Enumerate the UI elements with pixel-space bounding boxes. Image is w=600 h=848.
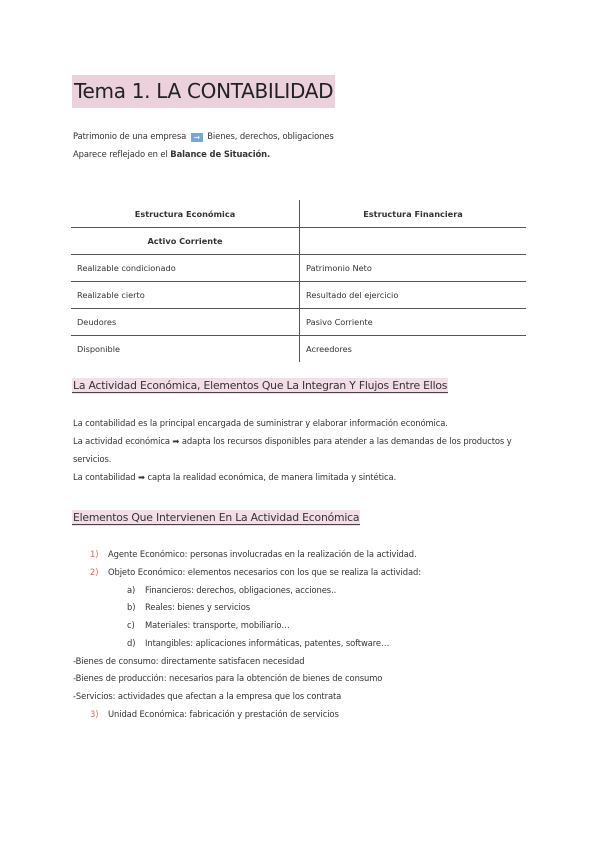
table-row [71, 255, 526, 282]
list-item [90, 709, 339, 719]
sub-list-text: Materiales: transporte, mobiliario… [145, 620, 290, 630]
table-header-financiera: Estructura Financiera [300, 200, 527, 228]
sub-list-text: Intangibles: aplicaciones informáticas, patentes, software… [145, 638, 390, 648]
table-subheader-row [71, 228, 526, 255]
page-title: Tema 1. LA CONTABILIDAD [72, 75, 335, 108]
sub-list-text: Financieros: derechos, obligaciones, acciones.. [145, 585, 337, 595]
paragraph-line: La actividad económica ➡ adapta los recursos disponibles para atender a las demandas de los productos y [73, 436, 512, 446]
sub-list-item [127, 620, 290, 630]
list-number: 1) [90, 549, 99, 559]
table-cell: Acreedores [306, 344, 352, 354]
table-row [71, 282, 526, 309]
table-cell: Realizable cierto [71, 282, 300, 309]
table-cell: Pasivo Corriente [300, 309, 527, 336]
section-heading-elementos: Elementos Que Intervienen En La Actividad Económica [73, 511, 360, 524]
list-number: 2) [90, 567, 99, 577]
table-header-economica: Estructura Económica [71, 200, 300, 228]
sub-list-letter: a) [127, 585, 136, 595]
sub-list-letter: c) [127, 620, 135, 630]
list-item [90, 567, 421, 577]
paragraph-line: La contabilidad ➡ capta la realidad económica, de manera limitada y sintética. [73, 472, 397, 482]
dash-item: -Bienes de producción: necesarios para la obtención de bienes de consumo [73, 673, 383, 683]
table-cell: Realizable condicionado [71, 255, 300, 282]
table-cell: Disponible [71, 336, 300, 363]
table-cell [300, 228, 527, 255]
list-item-text: Agente Económico: personas involucradas en la realización de la actividad. [108, 549, 417, 559]
table-row [71, 309, 526, 336]
list-item-text: Objeto Económico: elementos necesarios con los que se realiza la actividad: [108, 567, 421, 577]
table-header-row [71, 200, 526, 228]
paragraph-line: servicios. [73, 454, 112, 464]
sub-list-item [127, 638, 389, 648]
dash-item: -Bienes de consumo: directamente satisfacen necesidad [73, 656, 305, 666]
intro-suffix: Bienes, derechos, obligaciones [207, 131, 334, 141]
sub-list-letter: b) [127, 602, 136, 612]
intro-prefix: Patrimonio de una empresa [73, 131, 187, 141]
dash-item: -Servicios: actividades que afectan a la empresa que los contrata [73, 691, 342, 701]
arrow-right-icon: → [191, 133, 203, 142]
sub-list-item [127, 585, 336, 595]
table-cell: Patrimonio Neto [300, 255, 527, 282]
intro-line-2 [73, 149, 270, 159]
list-item-text: Unidad Económica: fabricación y prestación de servicios [108, 709, 339, 719]
table-cell: Deudores [71, 309, 300, 336]
intro-line2-prefix: Aparece reflejado en el [73, 149, 171, 159]
table-cell: Resultado del ejercicio [300, 282, 527, 309]
intro-line2-bold: Balance de Situación. [170, 149, 271, 159]
table-row [71, 336, 526, 363]
sub-list-text: Reales: bienes y servicios [145, 602, 251, 612]
section-heading-actividad: La Actividad Económica, Elementos Que La Integran Y Flujos Entre Ellos [73, 379, 448, 392]
balance-table [71, 200, 526, 362]
table-subheader: Activo Corriente [71, 228, 300, 255]
list-number: 3) [90, 709, 99, 719]
paragraph-line: La contabilidad es la principal encargada de suministrar y elaborar información económica. [73, 418, 448, 428]
sub-list-item [127, 602, 250, 612]
list-item [90, 549, 417, 559]
intro-line-1 [73, 131, 334, 142]
sub-list-letter: d) [127, 638, 136, 648]
